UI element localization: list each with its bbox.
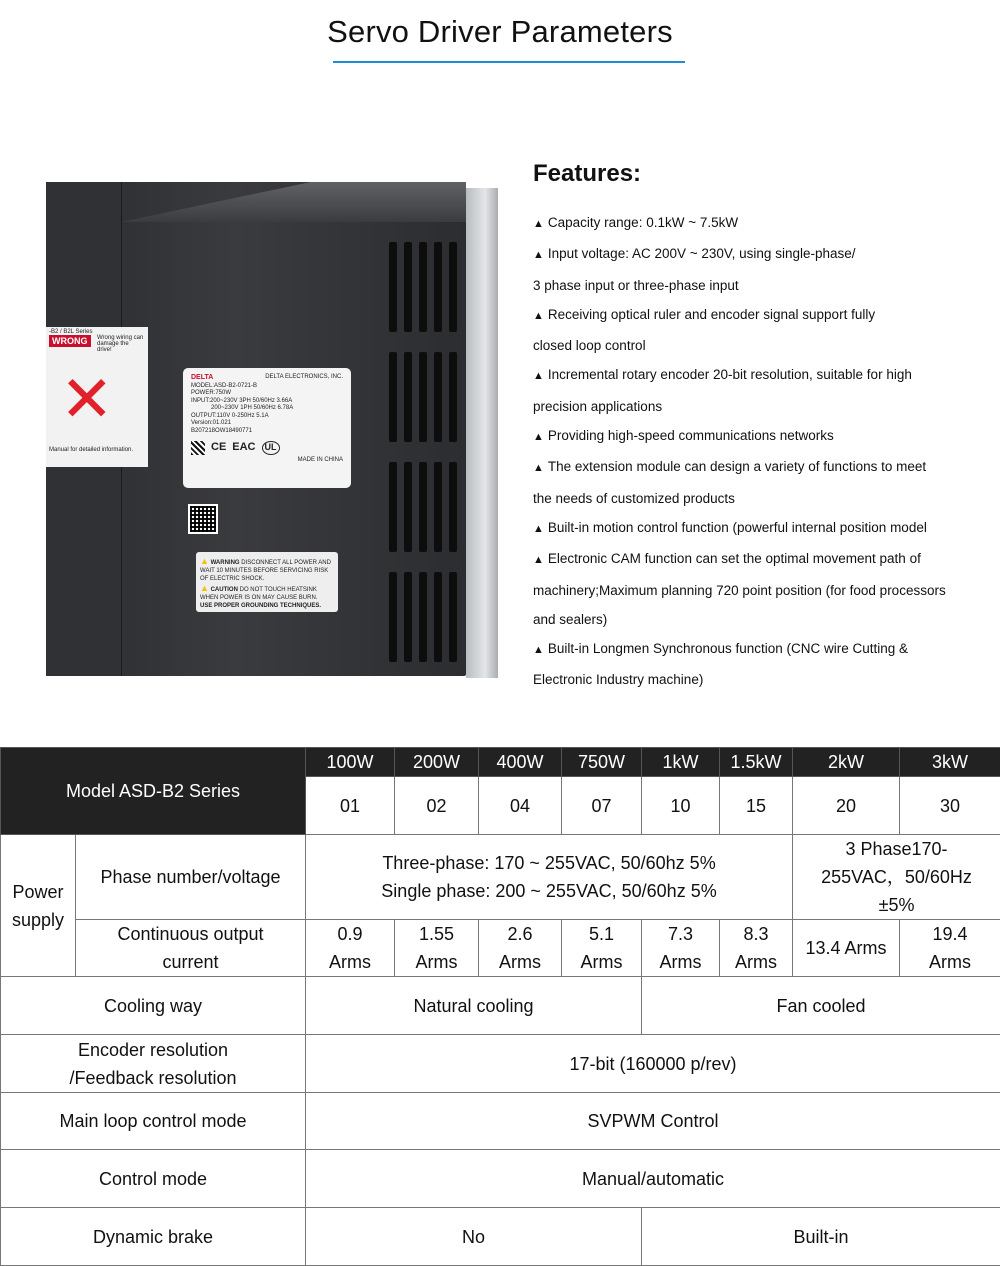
feature-item [533,239,993,270]
certification-marks [191,441,343,455]
feature-text: Electronic CAM function can set the optimal movement path of [547,551,921,567]
current-cell: 1.55 Arms [395,920,479,977]
feature-item [533,360,993,391]
cooling-natural-cell: Natural cooling [306,977,642,1035]
qr-sticker-icon [188,504,218,534]
triangle-bullet-icon: ▲ [533,249,544,262]
encoder-label: Encoder resolution /Feedback resolution [1,1035,306,1093]
current-cell: 2.6 Arms [479,920,562,977]
model-code-cell: 07 [562,777,642,835]
caution-icon: ▲ [200,583,209,594]
feature-item [533,544,993,575]
triangle-bullet-icon: ▲ [533,370,544,383]
current-cell: 0.9 Arms [306,920,395,977]
triangle-bullet-icon: ▲ [533,309,544,322]
feature-item [533,576,993,605]
control-mode-value: Manual/automatic [306,1150,1000,1208]
grounding-text: USE PROPER GROUNDING TECHNIQUES. [200,602,322,609]
current-cell: 7.3 Arms [642,920,720,977]
cooling-label: Cooling way [1,977,306,1035]
triangle-bullet-icon: ▲ [533,462,544,475]
power-header: 1kW [642,748,720,777]
phase-voltage-label: Phase number/voltage [76,835,306,920]
encoder-value: 17-bit (160000 p/rev) [306,1035,1000,1093]
triangle-bullet-icon: ▲ [533,554,544,567]
wrong-badge: WRONG [49,335,91,347]
power-header: 1.5kW [720,748,793,777]
feature-text: precision applications [533,398,663,414]
page-title: Servo Driver Parameters [327,14,673,49]
model-code-cell: 10 [642,777,720,835]
input-line-2: 200~230V 1PH 50/60Hz 6.78A [211,405,294,412]
current-cell: 5.1 Arms [562,920,642,977]
feature-text: Electronic Industry machine) [533,672,704,688]
dynamic-brake-label: Dynamic brake [1,1208,306,1266]
control-mode-label: Control mode [1,1150,306,1208]
features-list [533,208,993,695]
feature-text: closed loop control [533,338,646,354]
feature-text: 3 phase input or three-phase input [533,277,739,293]
feature-item [533,452,993,483]
phase-voltage-value [306,835,793,920]
feature-item [533,271,993,300]
input-line-1: INPUT:200~230V 3PH 50/60Hz 3.66A [191,397,293,404]
phase-value-three: Three-phase: 170 ~ 255VAC, 50/60hz 5% [382,853,716,873]
feature-text: Providing high-speed communications networks [547,428,834,444]
brand-logo: DELTA [191,374,214,381]
model-code-cell: 04 [479,777,562,835]
features-heading: Features: [533,160,642,187]
feature-text: and sealers) [533,611,608,627]
heatsink-vents [389,242,459,682]
model-code-cell: 30 [900,777,1000,835]
feature-item [533,513,993,544]
current-cell: 13.4 Arms [793,920,900,977]
page-title-wrap [0,14,1000,50]
warning-label: WARNING [210,560,240,566]
wiring-warning-label [46,327,148,467]
feature-text: Built-in Longmen Synchronous function (CNC wire Cutting & [547,641,909,657]
product-photo [46,182,498,679]
feature-item [533,605,993,634]
model-line: MODEL:ASD-B2-0721-B [191,382,258,389]
power-header: 2kW [793,748,900,777]
main-loop-label: Main loop control mode [1,1093,306,1150]
current-cell: 8.3 Arms [720,920,793,977]
model-code-cell: 01 [306,777,395,835]
triangle-bullet-icon: ▲ [533,431,544,444]
warning-text: DISCONNECT ALL POWER AND WAIT 10 MINUTES BEFORE SERVICING RISK OF ELECTRIC SHOCK. [200,560,331,582]
cooling-fan-cell: Fan cooled [642,977,1000,1035]
triangle-bullet-icon: ▲ [533,644,544,657]
continuous-current-label: Continuous output current [76,920,306,977]
power-supply-label: Power supply [1,835,76,977]
feature-text: Input voltage: AC 200V ~ 230V, using single-phase/ [547,246,856,262]
caution-text: DO NOT TOUCH HEATSINK WHEN POWER IS ON MAY CAUSE BURN. [200,587,318,602]
red-cross-icon: ✕ [60,363,114,435]
model-code-cell: 20 [793,777,900,835]
main-loop-value: SVPWM Control [306,1093,1000,1150]
feature-text: the needs of customized products [533,490,735,506]
feature-item [533,300,993,331]
power-header: 3kW [900,748,1000,777]
output-line: OUTPUT:110V 0-250Hz 5.1A [191,412,269,419]
triangle-bullet-icon: ▲ [533,218,544,230]
feature-text: The extension module can design a variety of functions to meet [547,459,927,475]
power-line: POWER:750W [191,390,232,397]
feature-item [533,421,993,452]
feature-text: machinery;Maximum planning 720 point position (for food processors [533,582,946,598]
phase-voltage-value-high: 3 Phase170-255VAC，50/60Hz ±5% [793,835,1000,920]
model-series-header: Model ASD-B2 Series [1,748,306,835]
feature-item [533,665,993,694]
feature-text: Built-in motion control function (powerful internal position model [547,519,927,535]
model-code-cell: 15 [720,777,793,835]
drive-side-panel [466,188,498,678]
power-header: 100W [306,748,395,777]
caution-label: CAUTION [210,587,238,594]
feature-text: Receiving optical ruler and encoder signal support fully [547,306,876,322]
warning-icon: ▲ [200,556,209,566]
feature-text: Capacity range: 0.1kW ~ 7.5kW [547,215,739,230]
feature-text: Incremental rotary encoder 20-bit resolution, suitable for high [547,367,912,383]
wrong-note: Wrong wiring can damage the drive! [97,335,144,353]
dynamic-brake-builtin-cell: Built-in [642,1208,1000,1266]
feature-item [533,331,993,360]
qr-code-icon [191,441,205,455]
safety-warning-label [196,552,338,612]
dynamic-brake-no-cell: No [306,1208,642,1266]
eac-mark-icon: EAC [232,441,256,454]
serial-line: B207218OW18490771 [191,427,253,434]
title-underline [333,61,685,63]
feature-item [533,208,993,239]
power-header: 750W [562,748,642,777]
ul-mark-icon: UL [262,441,280,455]
ce-mark-icon: CE [211,441,227,454]
manual-note: Manual for detailed information. [49,447,134,453]
version-line: Version:01.021 [191,420,232,427]
feature-item [533,634,993,665]
power-header: 400W [479,748,562,777]
power-header: 200W [395,748,479,777]
maker-text: DELTA ELECTRONICS, INC. [265,374,343,380]
spec-table [0,747,1000,1266]
features-section [533,160,993,695]
wrong-series-text: -B2 / B2L Series [49,329,93,335]
feature-item [533,484,993,513]
phase-value-single: Single phase: 200 ~ 255VAC, 50/60hz 5% [381,881,717,901]
feature-item [533,392,993,421]
made-in-text: MADE IN CHINA [297,457,343,464]
triangle-bullet-icon: ▲ [533,522,544,535]
current-cell: 19.4 Arms [900,920,1000,977]
model-code-cell: 02 [395,777,479,835]
rating-label [183,368,351,488]
